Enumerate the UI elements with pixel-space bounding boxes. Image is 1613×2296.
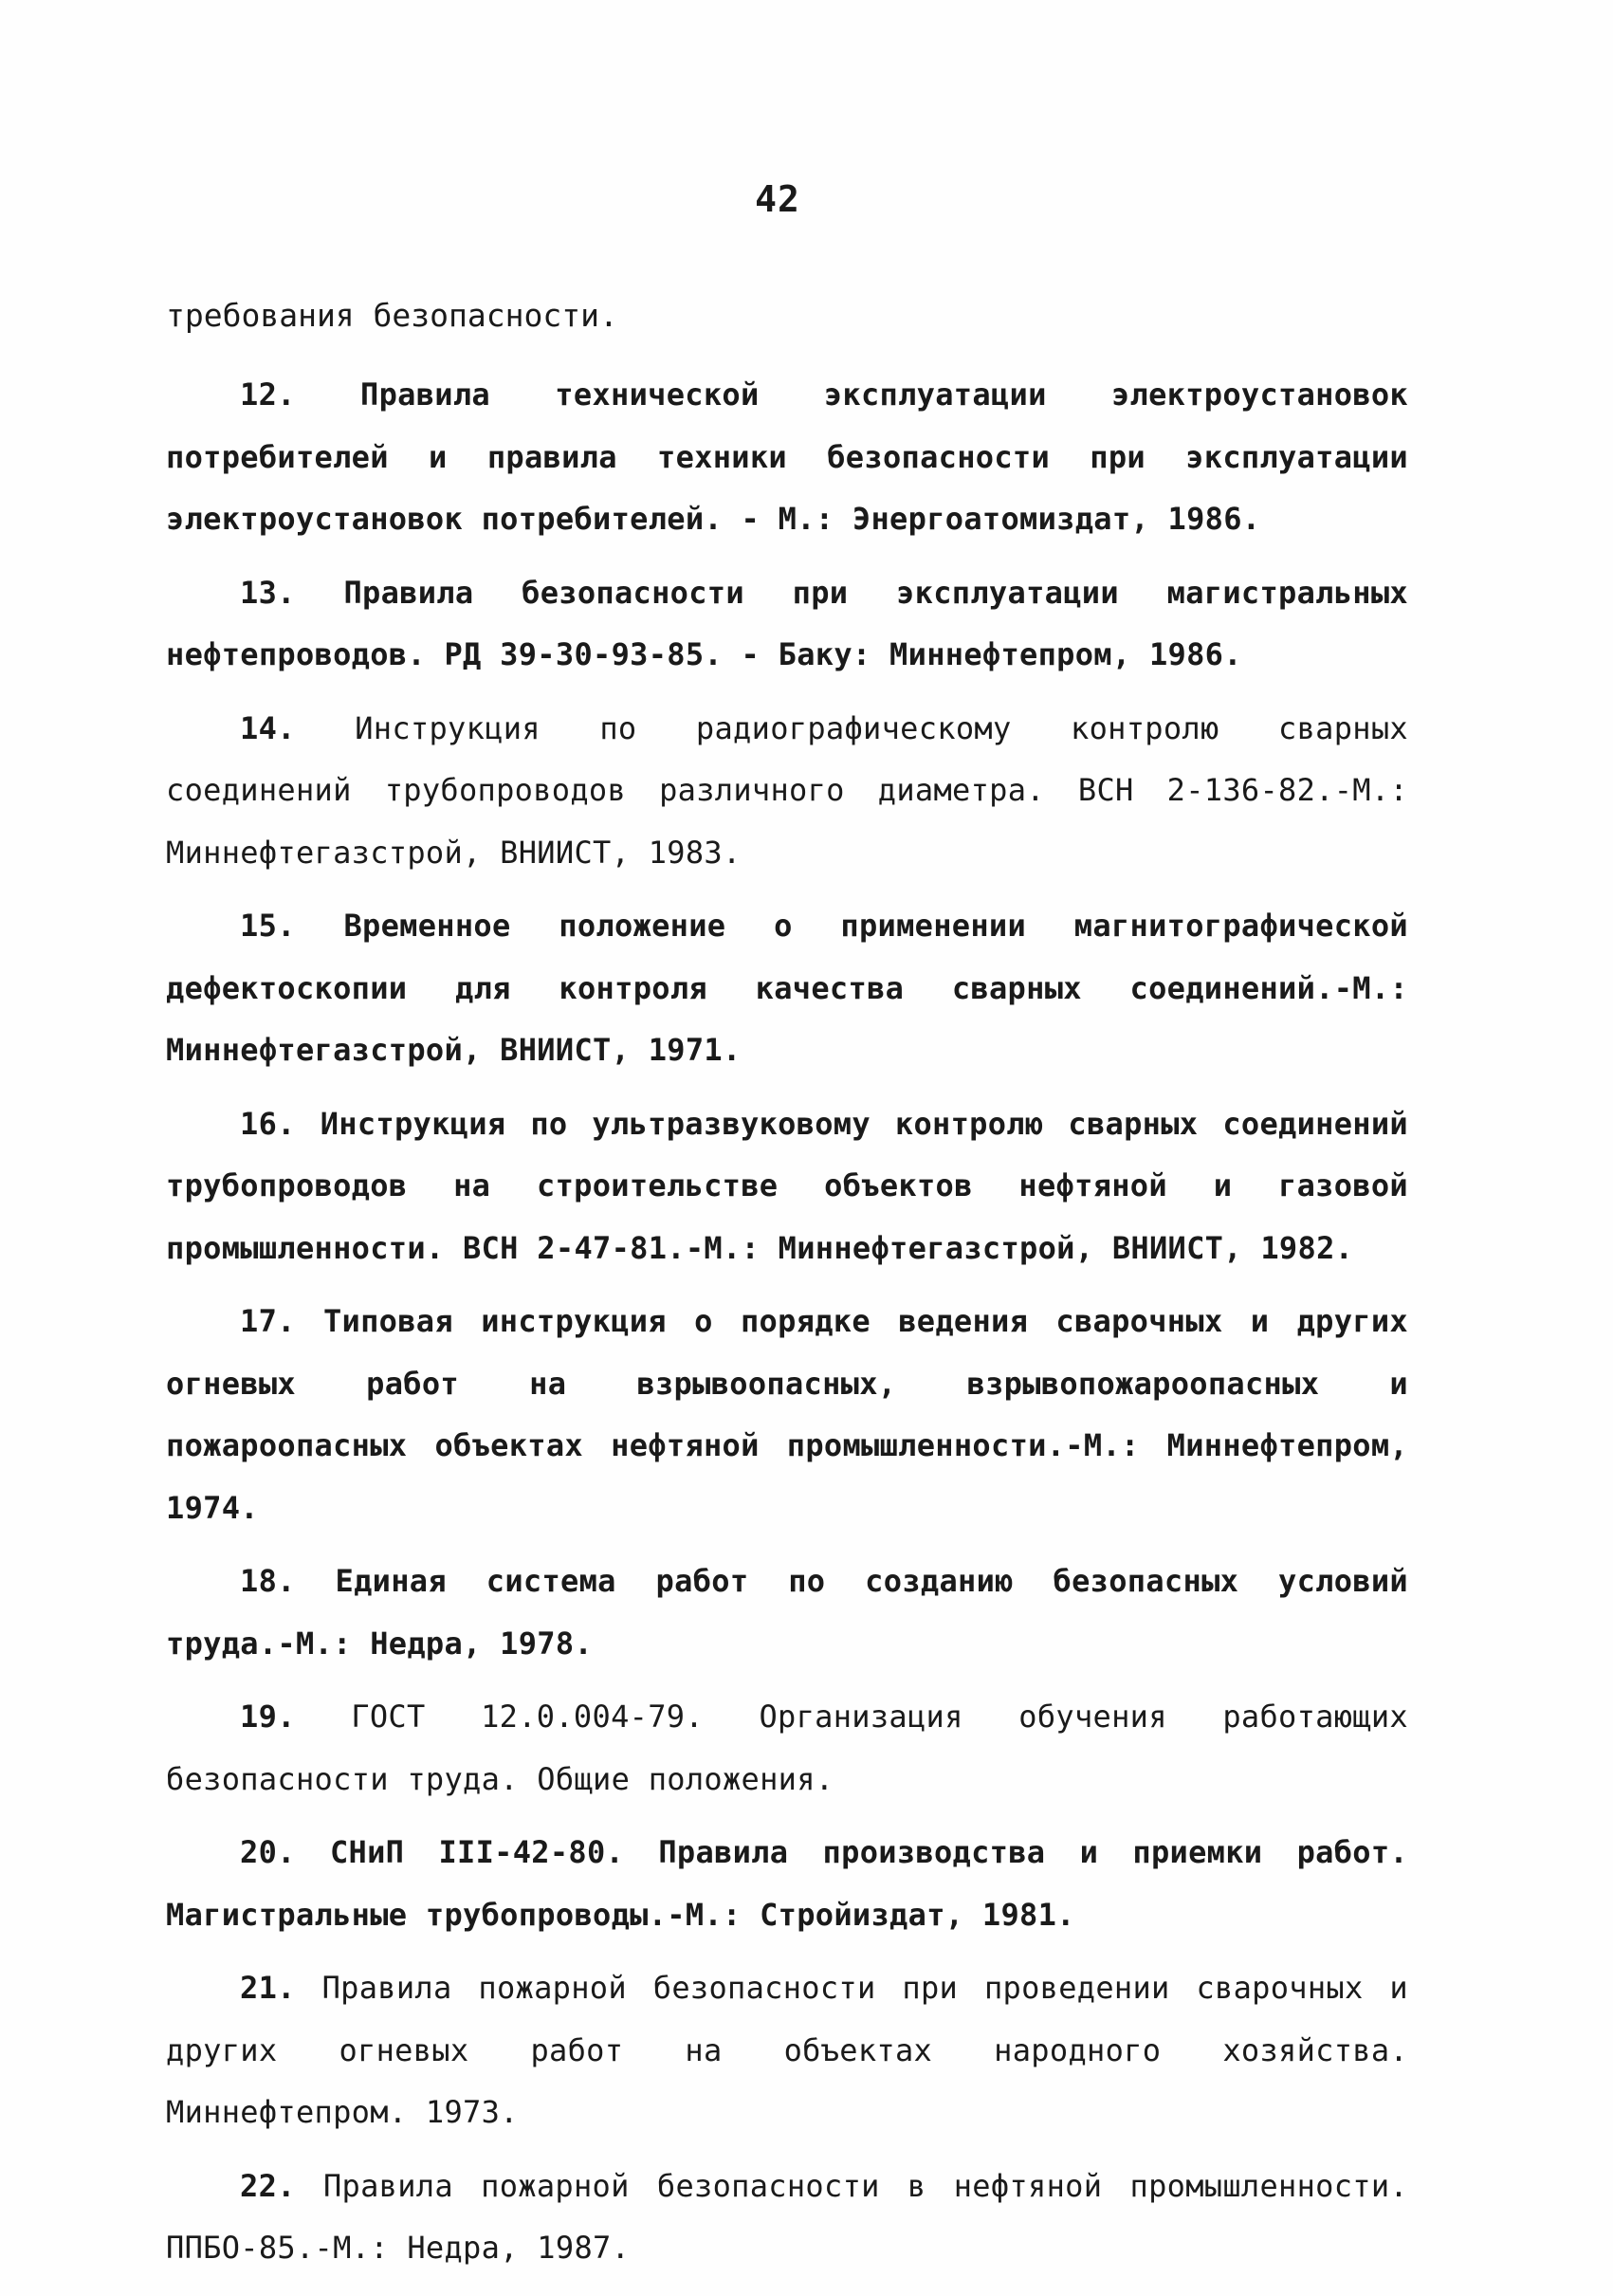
reference-list xyxy=(166,285,1408,2291)
reference-number: 12. xyxy=(240,377,296,413)
reference-item xyxy=(166,698,1408,885)
reference-item xyxy=(166,895,1408,1082)
reference-text: Правила пожарной безопасности при проведении сварочных и других огневых работ на объектах народного хозяйства. Миннефтепром. 1973. xyxy=(166,1970,1408,2130)
reference-text: Инструкция по радиографическому контролю сварных соединений трубопроводов различного диаметра. ВСН 2-136-82.-М.: Миннефтегазстрой, ВНИИСТ, 1983. xyxy=(166,709,1408,871)
reference-item xyxy=(166,1957,1408,2144)
reference-text: Временное положение о применении магнитографической дефектоскопии для контроля качества сварных соединений.-М.: Миннефтегазстрой, ВНИИСТ, 1971. xyxy=(166,908,1408,1068)
reference-number: 16. xyxy=(240,1105,296,1142)
reference-text: СНиП III-42-80. Правила производства и приемки работ. Магистральные трубопроводы.-М.: Стройиздат, 1981. xyxy=(166,1834,1408,1933)
reference-number: 13. xyxy=(240,574,296,611)
reference-number: 15. xyxy=(240,908,296,944)
reference-item xyxy=(166,1551,1408,1675)
reference-text: Правила пожарной безопасности в нефтяной промышленности. ППБО-85.-М.: Недра, 1987. xyxy=(166,2167,1408,2266)
reference-text: Типовая инструкция о порядке ведения сварочных и других огневых работ на взрывоопасных, взрывопожароопасных и пожароопасных объектах нефтяной промышленности.-М.: Миннефтепром, 1974. xyxy=(166,1303,1409,1526)
reference-text: Правила технической эксплуатации электроустановок потребителей и правила техники безопасности при эксплуатации электроустановок потребителей. - М.: Энергоатомиздат, 1986. xyxy=(166,377,1408,537)
reference-item xyxy=(166,562,1408,687)
continuation-text: требования безопасности. xyxy=(166,297,618,334)
reference-item xyxy=(166,1686,1408,1810)
reference-number: 19. xyxy=(240,1699,296,1735)
reference-text: Единая система работ по созданию безопасных условий труда.-М.: Недра, 1978. xyxy=(166,1563,1408,1662)
reference-number: 17. xyxy=(240,1303,296,1339)
reference-item xyxy=(166,1093,1408,1280)
reference-item xyxy=(166,1291,1408,1539)
reference-text: ГОСТ 12.0.004-79. Организация обучения работающих безопасности труда. Общие положения. xyxy=(166,1699,1408,1797)
page-number: 42 xyxy=(755,178,800,220)
reference-item xyxy=(166,364,1408,551)
reference-number: 22. xyxy=(240,2167,296,2204)
reference-text: Инструкция по ультразвуковому контролю сварных соединений трубопроводов на строительстве объектов нефтяной и газовой промышленности. ВСН 2-47-81.-М.: Миннефтегазстрой, ВНИИСТ, 1982. xyxy=(166,1105,1408,1266)
reference-item xyxy=(166,2156,1408,2280)
reference-number: 18. xyxy=(240,1563,296,1599)
reference-number: 14. xyxy=(240,709,296,746)
reference-number: 20. xyxy=(240,1834,296,1870)
reference-text: Правила безопасности при эксплуатации магистральных нефтепроводов. РД 39-30-93-85. - Баку: Миннефтепром, 1986. xyxy=(166,574,1408,672)
reference-number: 21. xyxy=(240,1970,296,2006)
reference-item xyxy=(166,1822,1408,1946)
